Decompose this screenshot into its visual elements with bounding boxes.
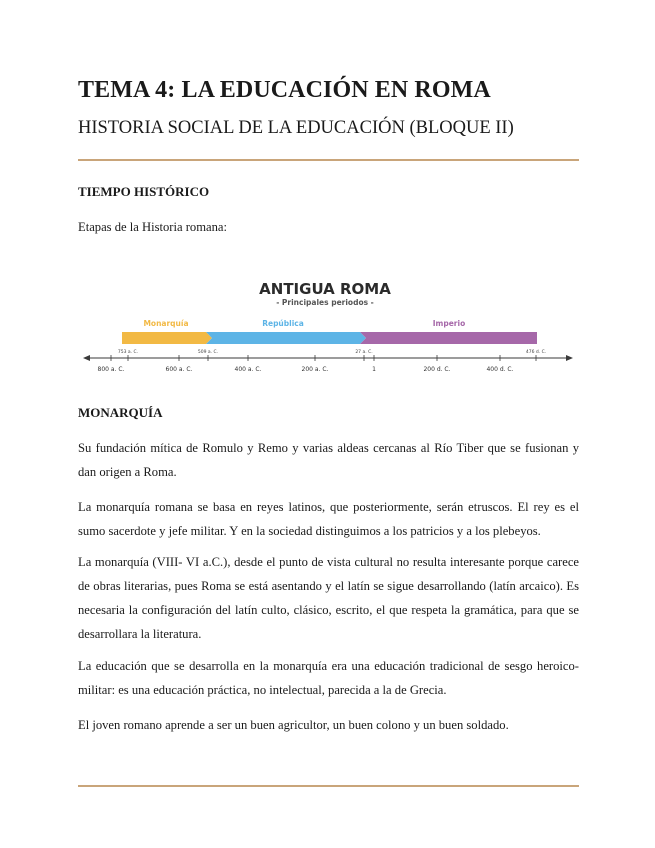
paragraph: La monarquía (VIII- VI a.C.), desde el punto de vista cultural no resulta interesante porque carece de obras literarias, pues Roma se está asentando y el latín se sigue desarrollando (latín arcaico). Es necesaria la configuración del latín culto, clásico, escrito, el que respeta la gramática, para que se desarrollara la literatura. <box>78 555 579 641</box>
timeline-tick-label: 800 a. C. <box>97 366 125 373</box>
header-divider <box>78 159 579 161</box>
paragraph: La educación que se desarrolla en la monarquía era una educación tradicional de sesgo heroico-militar: es una educación práctica, no intelectual, parecida a la de Grecia. <box>78 659 579 697</box>
timeline-boundary-label: 753 a. C. <box>117 350 139 355</box>
timeline-boundary-label: 509 a. C. <box>197 350 219 355</box>
footer-divider <box>78 785 579 787</box>
section-heading-monarquia: MONARQUÍA <box>78 405 163 420</box>
timeline-tick-label: 200 d. C. <box>423 366 451 373</box>
timeline-axis-arrow-left <box>83 355 90 361</box>
paragraph: La monarquía romana se basa en reyes latinos, que posteriormente, serán etruscos. El rey es el sumo sacerdote y jefe militar. Y en la sociedad distinguimos a los patricios y a los plebeyos. <box>78 500 579 538</box>
timeline-label-monarquia: Monarquía <box>143 319 189 328</box>
paragraph: El joven romano aprende a ser un buen agricultor, un buen colono y un buen soldado. <box>78 718 509 732</box>
timeline-tick-label: 400 a. C. <box>234 366 262 373</box>
timeline-band-monarquia <box>122 332 212 344</box>
timeline-intro: Etapas de la Historia romana: <box>78 220 227 234</box>
timeline-figure <box>78 268 579 380</box>
timeline-boundary-label: 27 a. C. <box>355 350 373 355</box>
timeline-subtitle: - Principales periodos - <box>276 298 374 307</box>
timeline-label-republica: República <box>262 319 304 328</box>
timeline-tick-label: 200 a. C. <box>301 366 329 373</box>
timeline-tick-label: 1 <box>372 366 376 373</box>
timeline-title: ANTIGUA ROMA <box>259 280 391 298</box>
timeline-axis-arrow-right <box>566 355 573 361</box>
timeline-label-imperio: Imperio <box>432 319 466 328</box>
timeline-boundary-label: 476 d. C. <box>525 350 547 355</box>
timeline-svg <box>78 268 579 380</box>
timeline-band-imperio <box>360 332 537 344</box>
page-subtitle: HISTORIA SOCIAL DE LA EDUCACIÓN (BLOQUE II) <box>78 118 514 138</box>
section-heading-tiempo: TIEMPO HISTÓRICO <box>78 184 210 199</box>
page-title: TEMA 4: LA EDUCACIÓN EN ROMA <box>78 77 491 103</box>
timeline-band-republica <box>206 332 366 344</box>
timeline-tick-label: 600 a. C. <box>165 366 193 373</box>
paragraph: Su fundación mítica de Romulo y Remo y varias aldeas cercanas al Río Tiber que se fusionan y dan origen a Roma. <box>78 441 579 479</box>
timeline-tick-label: 400 d. C. <box>486 366 514 373</box>
